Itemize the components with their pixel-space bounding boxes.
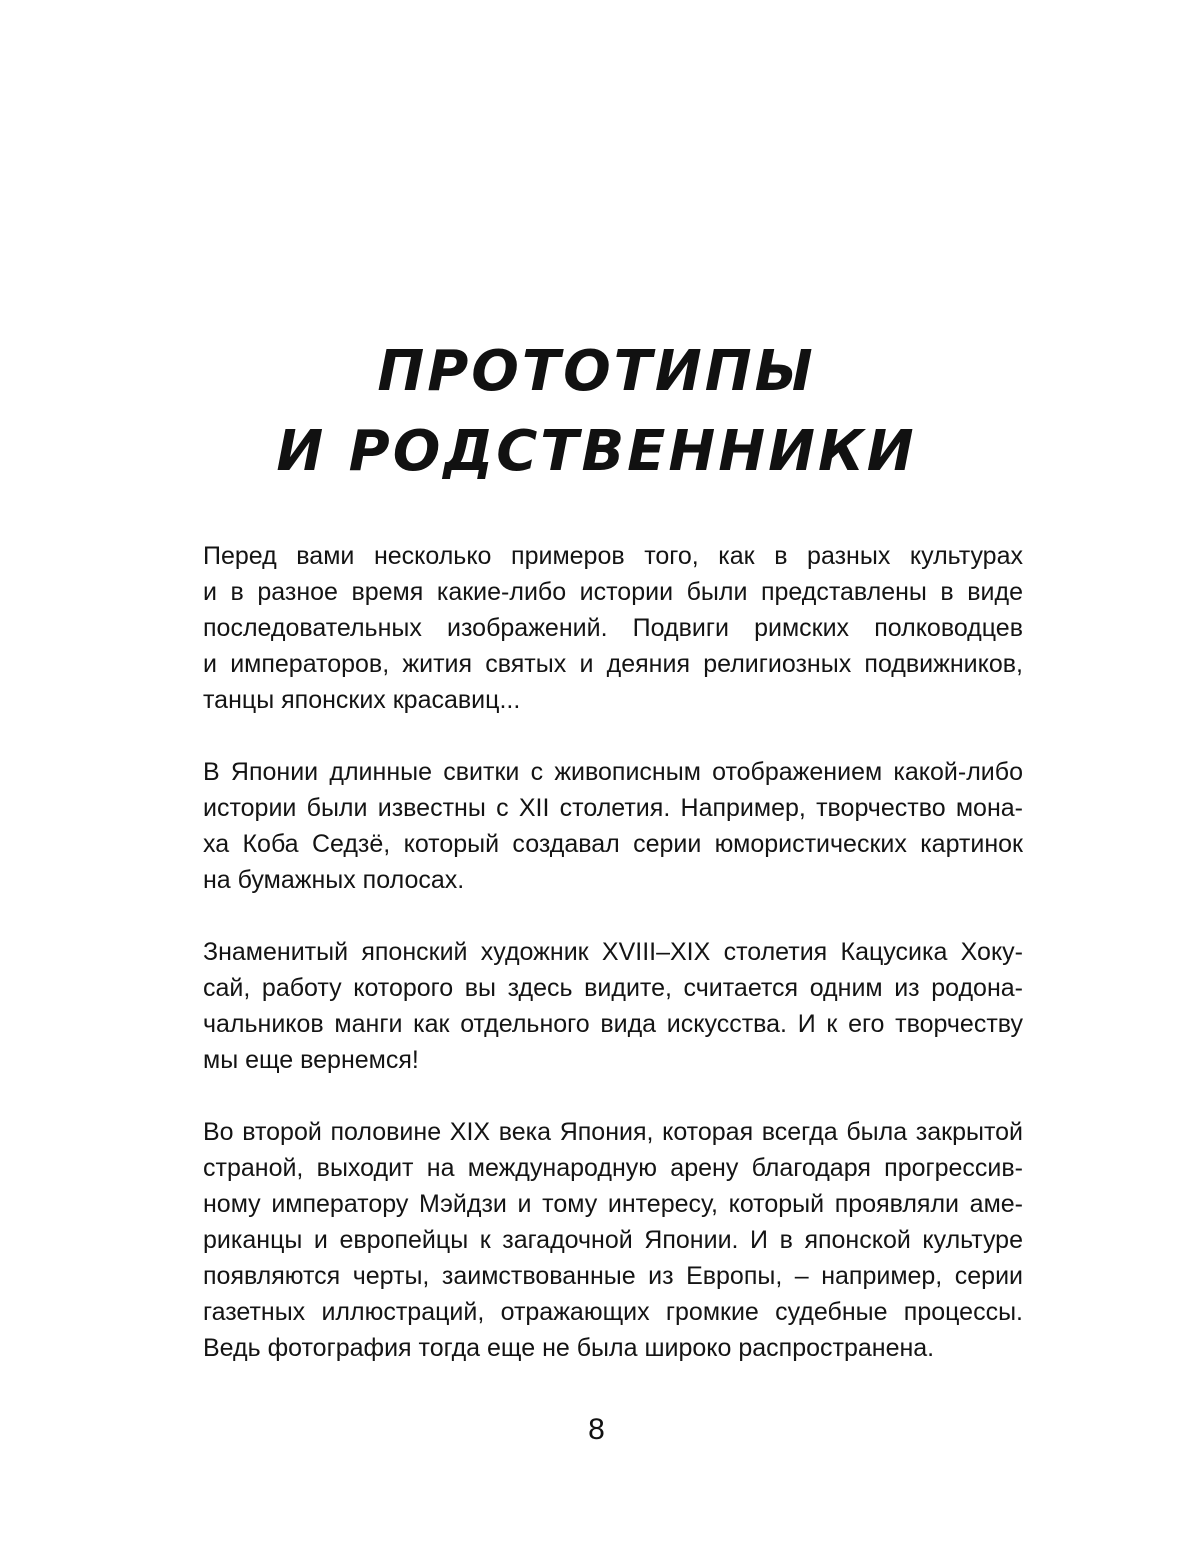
paragraph-line: страной, выходит на международную арену благодаря прогрессив- [203,1154,1023,1182]
title-line-1: ПРОТОТИПЫ [377,339,816,404]
paragraph-line: Перед вами несколько примеров того, как в разных культурах [203,542,1023,570]
paragraph-line: мы еще вернемся! [203,1046,419,1074]
paragraph-line: на бумажных полосах. [203,866,465,894]
paragraph-line: Во второй половине XIX века Япония, которая всегда была закрытой [203,1118,1023,1146]
paragraph-line: ха Коба Седзё, который создавал серии юмористических картинок [203,830,1023,858]
page-number: 8 [588,1413,605,1446]
paragraph-line: и в разное время какие-либо истории были представлены в виде [203,578,1023,606]
title-line-2: И РОДСТВЕННИКИ [276,419,917,484]
paragraph-line: Знаменитый японский художник XVIII–XIX столетия Кацусика Хоку- [203,938,1023,966]
paragraph-4 [203,1114,1023,1366]
page-title [0,332,1193,492]
paragraph-line: появляются черты, заимствованные из Европы, – например, серии [203,1262,1023,1290]
paragraph-2 [203,754,1023,898]
paragraph-line: сай, работу которого вы здесь видите, считается одним из родона- [203,974,1023,1002]
paragraph-line: риканцы и европейцы к загадочной Японии. И в японской культуре [203,1226,1023,1254]
paragraph-3 [203,934,1023,1078]
paragraph-line: истории были известны с XII столетия. Например, творчество мона- [203,794,1023,822]
paragraph-1 [203,538,1023,718]
paragraph-line: танцы японских красавиц... [203,686,521,714]
paragraph-line: Ведь фотография тогда еще не была широко распространена. [203,1334,935,1362]
paragraph-line: В Японии длинные свитки с живописным отображением какой-либо [203,758,1023,786]
paragraph-line: чальников манги как отдельного вида искусства. И к его творчеству [203,1010,1023,1038]
paragraph-line: газетных иллюстраций, отражающих громкие судебные процессы. [203,1298,1023,1326]
paragraph-line: последовательных изображений. Подвиги римских полководцев [203,614,1023,642]
paragraph-line: и императоров, жития святых и деяния религиозных подвижников, [203,650,1023,678]
paragraph-line: ному императору Мэйдзи и тому интересу, который проявляли аме- [203,1190,1023,1218]
body-text [203,538,1023,1402]
